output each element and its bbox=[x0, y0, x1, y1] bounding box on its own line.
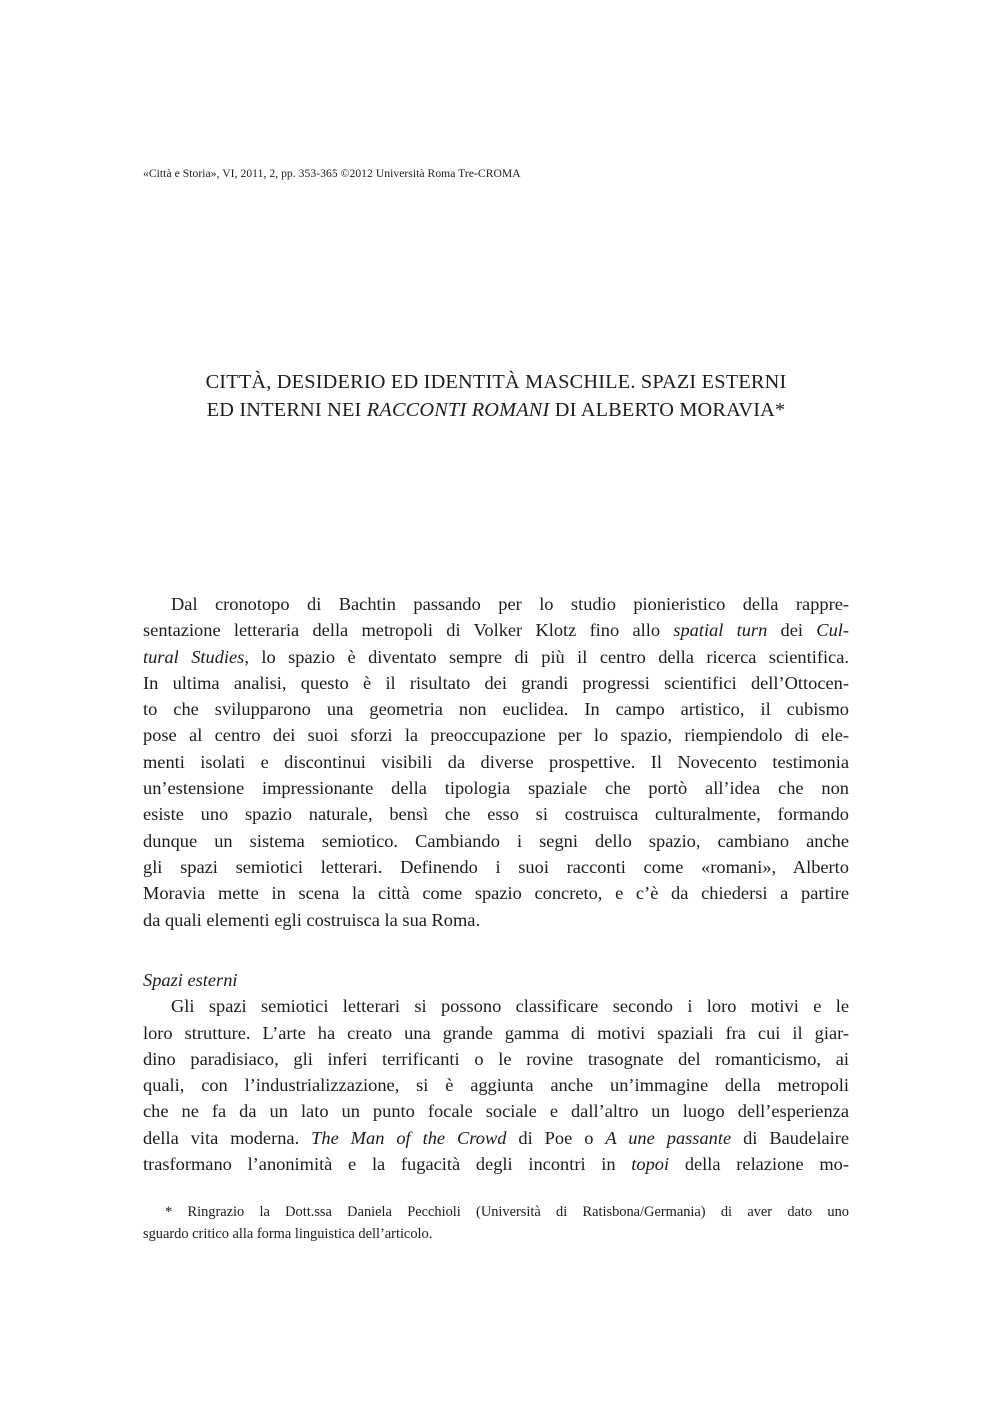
text-line: Gli spazi semiotici letterari si possono classificare secondo i loro motivi e le bbox=[171, 996, 849, 1017]
section-heading: Spazi esterni bbox=[143, 970, 238, 990]
title-line-2 bbox=[143, 396, 849, 424]
italic-run: topoi bbox=[631, 1154, 670, 1175]
title-text: ED INTERNI NEI bbox=[206, 399, 367, 421]
text-line: da quali elementi egli costruisca la sua Roma. bbox=[143, 909, 481, 930]
footnote-line: * Ringrazio la Dott.ssa Daniela Pecchioli (Università di Ratisbona/Germania) di aver dato uno bbox=[165, 1204, 849, 1220]
text-line: che ne fa da un lato un punto focale sociale e dall’altro un luogo dell’esperienza bbox=[143, 1101, 849, 1122]
italic-run: Cul- bbox=[816, 620, 849, 641]
footnote-line: sguardo critico alla forma linguistica dell’articolo. bbox=[143, 1226, 433, 1242]
text-line bbox=[143, 1151, 849, 1177]
text-run: della vita moderna. bbox=[143, 1127, 312, 1148]
text-line: dunque un sistema semiotico. Cambiando i segni dello spazio, cambiano anche bbox=[143, 830, 849, 851]
text-line: pose al centro dei suoi sforzi la preoccupazione per lo spazio, riempiendolo di ele- bbox=[143, 725, 849, 746]
italic-run: spatial turn bbox=[673, 620, 768, 641]
section-spazi-esterni bbox=[143, 967, 849, 1177]
text-run: della relazione mo- bbox=[669, 1154, 850, 1175]
text-line: In ultima analisi, questo è il risultato dei grandi progressi scientifici dell’Ottocen- bbox=[143, 672, 849, 693]
title-text: DI ALBERTO MORAVIA* bbox=[549, 399, 786, 421]
italic-run: The Man of the Crowd bbox=[311, 1127, 507, 1148]
text-line: loro strutture. L’arte ha creato una grande gamma di motivi spaziali fra cui il giar- bbox=[143, 1022, 849, 1043]
text-line bbox=[143, 644, 849, 670]
text-line: un’estensione impressionante della tipologia spaziale che portò all’idea che non bbox=[143, 778, 849, 799]
text-run: di Poe o bbox=[506, 1127, 606, 1148]
running-head: «Città e Storia», VI, 2011, 2, pp. 353-365 ©2012 Università Roma Tre-CROMA bbox=[143, 167, 521, 180]
italic-run: A une passante bbox=[605, 1127, 732, 1148]
text-line bbox=[143, 617, 849, 643]
text-line: quali, con l’industrializzazione, si è aggiunta anche un’immagine della metropoli bbox=[143, 1075, 849, 1096]
text-line: to che svilupparono una geometria non euclidea. In campo artistico, il cubismo bbox=[143, 699, 849, 720]
text-line: menti isolati e discontinui visibili da diverse prospettive. Il Novecento testimonia bbox=[143, 751, 849, 772]
article-title bbox=[143, 368, 849, 424]
text-run: dei bbox=[767, 620, 817, 641]
text-line: gli spazi semiotici letterari. Definendo i suoi racconti come «romani», Alberto bbox=[143, 856, 849, 877]
title-line-1: CITTÀ, DESIDERIO ED IDENTITÀ MASCHILE. SPAZI ESTERNI bbox=[205, 371, 787, 393]
text-line: esiste uno spazio naturale, bensì che esso si costruisca culturalmente, formando bbox=[143, 804, 849, 825]
text-run: trasformano l’anonimità e la fugacità degli incontri in bbox=[143, 1154, 632, 1175]
text-run: , lo spazio è diventato sempre di più il centro della ricerca scientifica. bbox=[244, 646, 849, 667]
text-line bbox=[143, 1125, 849, 1151]
title-italic-text: RACCONTI ROMANI bbox=[366, 399, 550, 421]
italic-run: tural Studies bbox=[143, 646, 245, 667]
text-run: di Baudelaire bbox=[731, 1127, 849, 1148]
text-line: Moravia mette in scena la città come spazio concreto, e c’è da chiedersi a partire bbox=[143, 883, 849, 904]
text-line: Dal cronotopo di Bachtin passando per lo studio pionieristico della rappre- bbox=[171, 594, 849, 614]
footnote bbox=[143, 1201, 849, 1245]
text-run: sentazione letteraria della metropoli di Volker Klotz fino allo bbox=[143, 620, 674, 641]
text-line: dino paradisiaco, gli inferi terrificanti o le rovine trasognate del romanticismo, ai bbox=[143, 1048, 849, 1069]
paragraph-intro bbox=[143, 591, 849, 933]
